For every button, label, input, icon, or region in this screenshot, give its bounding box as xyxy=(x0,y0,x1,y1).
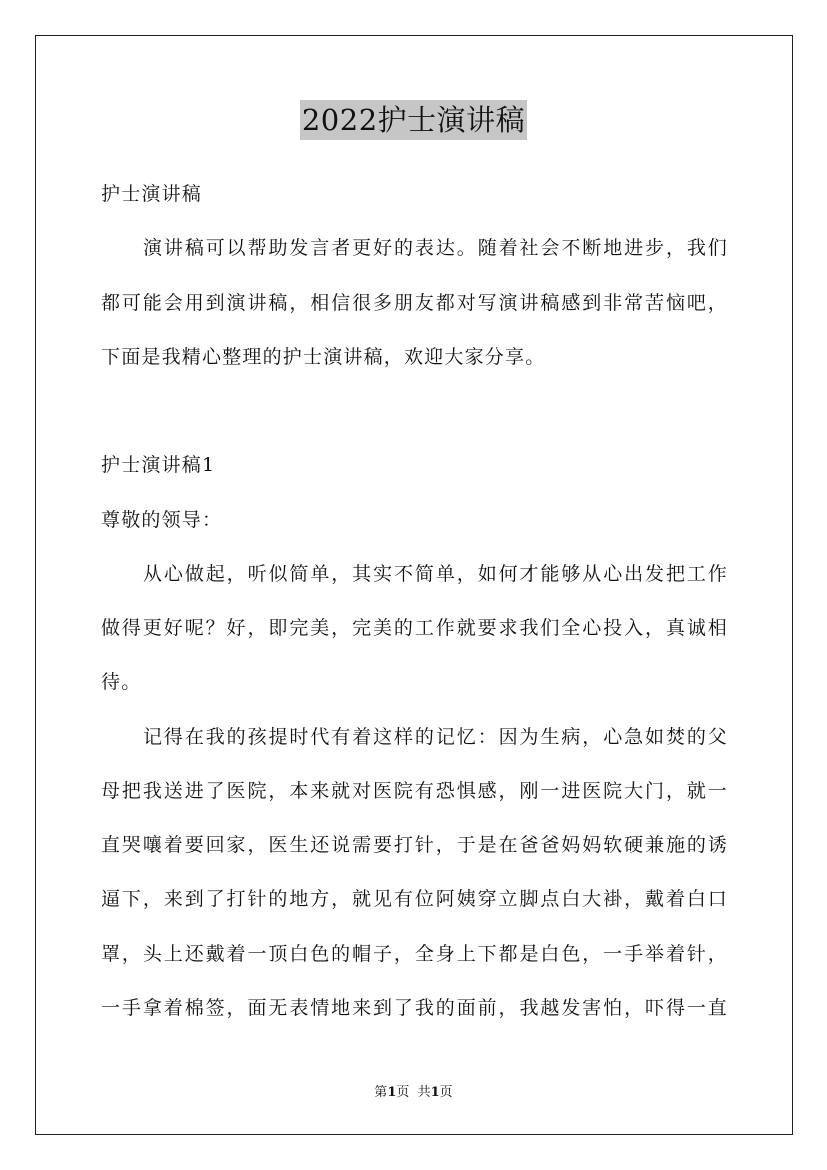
page-label-suffix: 页 xyxy=(439,1085,453,1100)
paragraph-line: 做得更好呢？好，即完美，完美的工作就要求我们全心投入，真诚相 xyxy=(101,617,728,639)
intro-paragraph-line: 演讲稿可以帮助发言者更好的表达。随着社会不断地进步，我们 xyxy=(143,237,728,259)
paragraph-line: 待。 xyxy=(101,671,142,693)
intro-paragraph-line: 下面是我精心整理的护士演讲稿，欢迎大家分享。 xyxy=(101,346,546,368)
speech-heading: 护士演讲稿1 xyxy=(101,454,216,476)
page-total: 1 xyxy=(430,1085,440,1100)
document-title: 2022护士演讲稿 xyxy=(300,100,527,140)
paragraph-line: 罩，头上还戴着一顶白色的帽子，全身上下都是白色，一手举着针， xyxy=(101,943,728,965)
page-label-mid: 页 共 xyxy=(396,1085,431,1100)
paragraph-line: 从心做起，听似简单，其实不简单，如何才能够从心出发把工作 xyxy=(143,563,728,585)
salutation: 尊敬的领导： xyxy=(101,509,223,531)
paragraph-line: 母把我送进了医院，本来就对医院有恐惧感，刚一进医院大门，就一 xyxy=(101,780,728,802)
paragraph-line: 一手拿着棉签，面无表情地来到了我的面前，我越发害怕，吓得一直 xyxy=(101,997,728,1019)
title-container xyxy=(0,100,827,140)
page-footer xyxy=(0,1084,827,1102)
intro-paragraph-line: 都可能会用到演讲稿，相信很多朋友都对写演讲稿感到非常苦恼吧， xyxy=(101,292,728,314)
section-heading: 护士演讲稿 xyxy=(101,183,203,205)
page-label-prefix: 第 xyxy=(374,1085,388,1100)
page-current: 1 xyxy=(387,1085,397,1100)
paragraph-line: 记得在我的孩提时代有着这样的记忆：因为生病，心急如焚的父 xyxy=(143,726,728,748)
paragraph-line: 直哭嚷着要回家，医生还说需要打针，于是在爸爸妈妈软硬兼施的诱 xyxy=(101,834,728,856)
paragraph-line: 逼下，来到了打针的地方，就见有位阿姨穿立脚点白大褂，戴着白口 xyxy=(101,888,728,910)
